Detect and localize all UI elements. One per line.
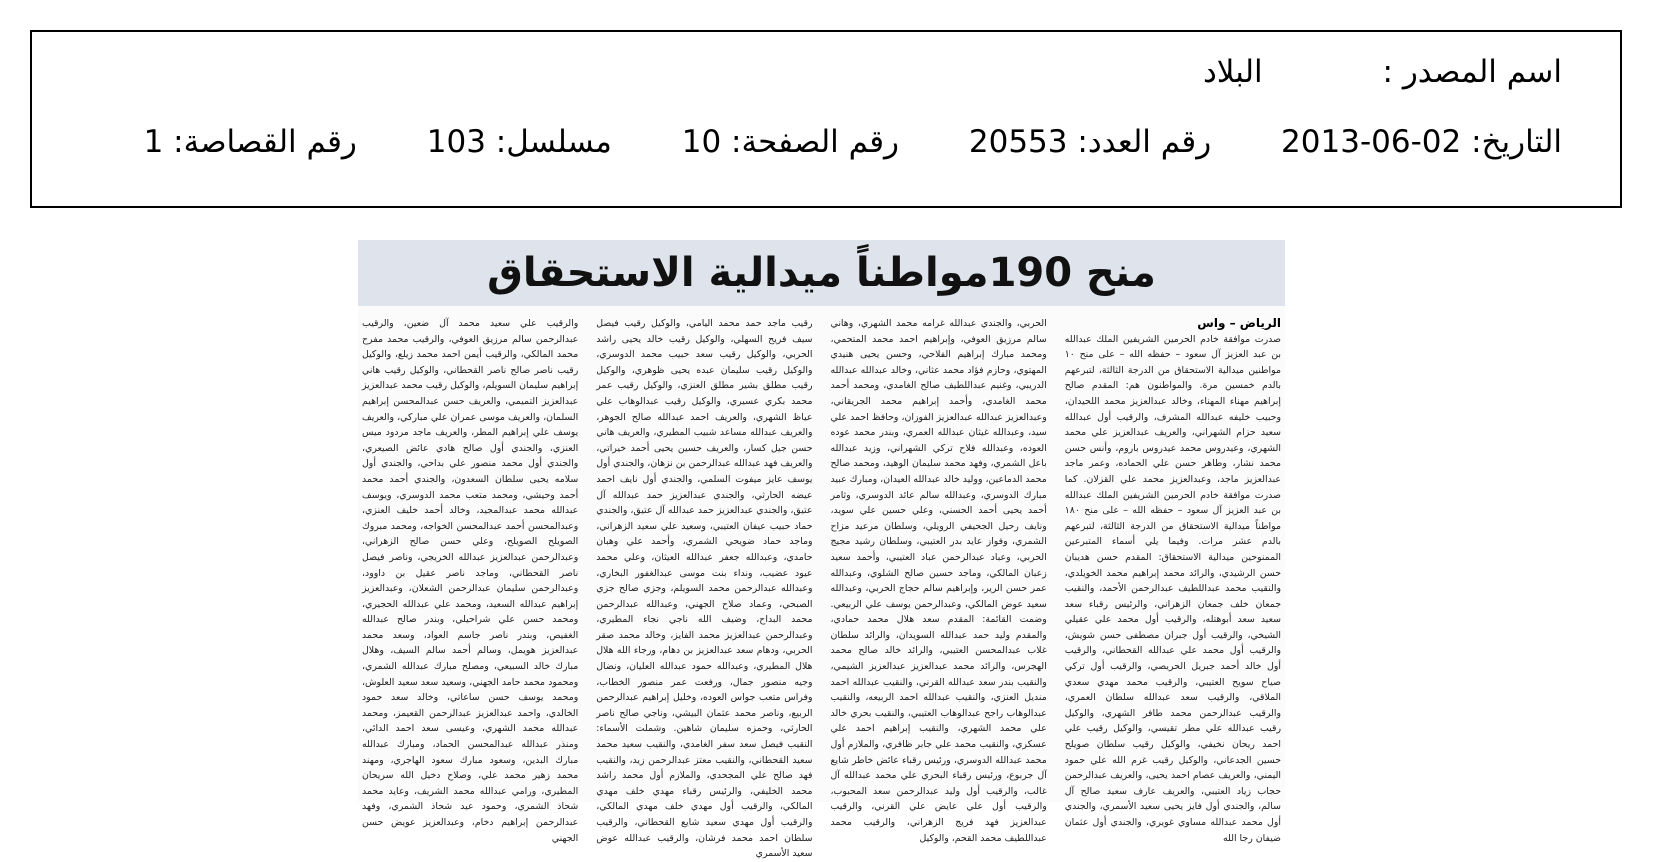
article-column-2 bbox=[830, 316, 1047, 844]
article-column-4 bbox=[362, 316, 579, 844]
newspaper-clipping bbox=[358, 240, 1285, 860]
source-info-box bbox=[30, 30, 1622, 208]
column-text: والرقيب علي سعيد محمد آل ضعين، والرقيب عبدالرحمن سالم مرزيق العوفي، والرقيب محمد مفرح محمد المالكي، والرقيب أيمن احمد محمد زيلع، والوكيل رقيب ناصر صالح ناصر القحطاني، والوكيل رقيب هاني إبراهيم سليمان السويلم، والوكيل رقيب محمد عبدالعزيز عبدالعزيز التميمي، والعريف حسن عبدالمحسن إبراهيم السلمان، والعريف موسى عمران علي مباركي، والعريف يوسف علي إبراهيم المطر، والعريف ماجد مردود ميس العنزي، والجندي أول صالح هادي عائض الصيعري، والجندي أول محمد منصور علي بداحي، والجندي أول سلامه يحيى سلطان السعدون، والجندي أحمد محمد أحمد وحيشي، ومحمد متعب محمد الدوسري، ويوسف عبدالله محمد عبدالمجيد، وخالد أحمد خليف العنزي، وعبدالمحسن أحمد عبدالمحسن الخواجه، ومحمد مبروك الصويلح الصويلح، وعلي حسن صالح الزهراني، وعبدالرحمن عبدالعزيز عبدالله الخريجي، وناصر فيصل ناصر القحطاني، وماجد ناصر عقيل بن داوود، وعبدالرحمن سليمان عبدالرحمن الشعلان، وعبدالعزيز إبراهيم عبدالله السعيد، ومحمد علي عبدالله الحجيري، ومحمد حسن علي شراحيلي، وبندر صالح عبدالله الغفيص، وبندر ناصر جاسم العواد، وسعد محمد عبدالعزيز هويمل، وسالم أحمد سالم السيف، وهلال مبارك خالد السبيعي، ومصلح مبارك عبدالله الشمري، ومحمود محمد حامد الجهني، وسعيد سعد سعيد العلوش، ومحمد يوسف حسن ساعاتي، وخالد سعد حمود الخالدي، واحمد عبدالعزيز عبدالرحمن القعيمز، ومحمد عبدالله محمد الشهري، وعيسى سعد احمد الدائي، ومنذر عبدالله عبدالمحسن الحماد، ومبارك عبدالله مبارك البدين، وسعود مبارك سعود الهاجري، ومهند محمد زهير محمد علي، وصلاح دخيل الله سريحان المطيري، ورامي عبدالله محمد الشريف، وعايد محمد شحاذ الشمري، وحمود عيد شحاذ الشمري، وفهد عبدالرحمن إبراهيم دخام، وعبدالعزيز عويض حسن الجهني bbox=[362, 318, 579, 844]
serial-field: مسلسل: 103 bbox=[426, 124, 612, 160]
details-row bbox=[144, 124, 1562, 160]
date-field: التاريخ: 02-06-2013 bbox=[1281, 124, 1562, 160]
column-text: الحربي، والجندي عبدالله غرامه محمد الشهري، وهاني سالم مرزيق العوفي، وإبراهيم احمد محمد المتحمي، ومحمد مبارك إبراهيم الفلاحي، وحسن يحيى هنيدي المهتوي، وحازم فؤاد محمد عثاني، وخالد عبدالله عبدالله الدريبي، وغنيم عبداللطيف صالح الغامدي، ومحمد أحمد محمد الغامدي، وأحمد إبراهيم محمد الجريقاني، وعبدالعزيز عبدالله عبدالعزيز الفوزان، وحافظ احمد علي سيد، وعبدالله غيثان عبدالله العمري، وبندر محمد عوده العوده، وعبدالله فلاح تركي الشهراني، وزيد عبدالله باعل الشمري، وفهد محمد سليمان الوهيد، ومحمد صالح محمد الدماعين، ووليد خالد عبدالله العيدان، ومبارك عبيد مبارك الدوسري، وعبدالله سالم عائد الدوسري، وثامر أحمد يحيى أحمد الحسني، وعلي حسين علي سويد، ونايف رحيل الجحيفي الرويلي، وسلطان مرعيد مزاح الشمري، وفواز عايد بدر العتيبي، وسلطان رشيد مجيج الحربي، وعباد عبدالرحمن عباد العتيبي، وأحمد سعيد زعبان المالكي، وماجد حسين صالح الشلوي، وعبدالله عمر حسن الرير، وإبراهيم سالم حجاج الحربي، وعبدالله سعيد عوض المالكي، وعبدالرحمن يوسف علي الربيعي. وضمت القائمة: المقدم سعد هلال محمد حمادي، والمقدم وليد حمد عبدالله السويدان، والرائد سلطان غلاب عبدالمحسن العتيبي، والرائد خالد صالح محمد الهجرس، والرائد محمد عبدالعزيز عبدالعزيز الشيمي، والنقيب بندر سعد عبدالله القرني، والنقيب عبدالله احمد منديل العنزي، والنقيب عبدالله احمد الربيعه، والنقيب عبدالوهاب راجح عبدالوهاب العتيبي، والنقيب بحري خالد علي محمد الشهري، والنقيب إبراهيم احمد علي عسكري، والنقيب محمد علي جابر ظافري، والملازم أول محمد عبدالله الدوسري، ورئيس رقباء عائض خاطر شايع آل جربوع، ورئيس رقباء البحري علي محمد عبدالله آل غالب، والرقيب أول وليد عبدالرحمن سعد المحبوب، والرقيب أول علي عايض علي القرني، والرقيب عبدالعزيز فهد فريج الزهراني، والرقيب محمد عبداللطيف محمد القحم، والوكيل bbox=[830, 318, 1047, 844]
clipping-number-field: رقم القصاصة: 1 bbox=[143, 124, 357, 160]
source-name: البلاد bbox=[1202, 54, 1263, 90]
column-text: صدرت موافقة خادم الحرمين الشريفين الملك عبدالله بن عبد العزيز آل سعود – حفظه الله – على منح ١٠ مواطنين ميدالية الاستحقاق من الدرجة الثالثة، لتبرعهم بالدم خمسين مرة. والمواطنون هم: المقدم صالح إبراهيم مهناء المهناء، وخالد عبدالعزيز محمد اللحيدان، وحبيب خليفه عبدالله المشرف، والرقيب أول عبدالله سعيد حزام الشهراني، والعريف عبدالعزيز علي محمد الشهري، وعيدروس محمد عيدروس باروم، وأنس حسن محمد نشار، وطاهر حسن علي الحماده، وعمر ماجد عبدالعزيز ماجد، وعبدالعزيز محمد علي القزلان. كما صدرت موافقة خادم الحرمين الشريفين الملك عبدالله بن عبد العزيز آل سعود – حفظه الله – على منح ١٨٠ مواطناً ميدالية الاستحقاق من الدرجة الثالثة، لتبرعهم بالدم عشر مرات. وفيما يلي أسماء المتبرعين الممنوحين ميدالية الاستحقاق: المقدم حسن هديبان حسن الرشيدي، والرائد محمد إبراهيم محمد الخويلدي، والنقيب محمد عبداللطيف عبدالرحمن الأحمد، والنقيب جمعان خلف جمعان الزهراني، والرئيس رقباء سعد سعيد سعد أبوهتله، والرقيب أول محمد علي عقيلي الشيخي، والرقيب أول جبران مصطفى حسن شويش، والرقيب أول محمد علي عبدالله القحطاني، والرقيب أول خالد أحمد جبريل الحريصي، والرقيب أول تركي صياح سويح العتيبي، والرقيب محمد مهدي سعدي الملاقي، والرقيب سعد عبدالله سلطان العمري، والرقيب عبدالرحمن محمد طافر الشهري، والوكيل رقيب عبدالله علي مطر تقيسي، والوكيل رقيب علي احمد ريحان نخيفي، والوكيل رقيب سلطان صويلح حسين الجدعاني، والوكيل رقيب غرم الله علي حمود اليمني، والعريف عصام احمد يحيى، والعريف عبدالرحمن حجاب زياد العتيبي، والعريف عارف سعيد صالح آل سالم، والجندي أول فايز يحيى سعيد الأسمري، والجندي أول محمد عبدالله مساوي غويري، والجندي أول عثمان ضيفان رجا الله bbox=[1064, 333, 1281, 844]
article-column-3 bbox=[596, 316, 813, 860]
article-dateline: الرياض – واس bbox=[1197, 316, 1281, 330]
article-headline: منح 190مواطناً ميدالية الاستحقاق bbox=[487, 250, 1156, 296]
article-body bbox=[358, 316, 1285, 860]
source-label: اسم المصدر : bbox=[1382, 54, 1562, 90]
article-column-1 bbox=[1064, 316, 1281, 844]
page-number-field: رقم الصفحة: 10 bbox=[681, 124, 900, 160]
source-row bbox=[1203, 54, 1562, 90]
headline-banner bbox=[358, 240, 1285, 306]
column-text: رقيب ماجد حمد محمد اليامي، والوكيل رقيب فيصل سيف فريح السهلي، والوكيل رقيب خالد يحيى راشد الحربي، والوكيل رقيب سعد حبيب محمد الدوسري، والوكيل رقيب سليمان عبده يحيى ظوهري، والوكيل رقيب مطلق بشير مطلق العنزي، والوكيل رقيب عمر محمد بكري عسيري، والوكيل رقيب عبدالوهاب علي عياظ الشهري، والعريف احمد عبدالله صالح الجوهر، والعريف عبدالله مساعد شبيب المطيري، والعريف هاني حسن جيل كسار، والعريف حسين يحيى أحمد خيراتي، والعريف فهد عبدالله عبدالرحمن بن نزهان، والجندي أول يوسف عايز ميفوت السلمي، والجندي أول نايف احمد عيضه الحارثي، والجندي عبدالعزيز حمد عبدالله آل عتيق، والجندي عبدالعزيز حمد عبدالله آل عتيق، والجندي حماد حبيب عيفان العتيبي، وسعيد علي سعيد الزهراني، وماجد حماد ضويحي الشمري، وأحمد علي وهبان حامدي، وعبدالله جعفر عبدالله العيثان، وعلي محمد عيود عضيب، ونداء بنت موسى عبدالغفور البخاري، وعبدالله عبدالرحمن محمد السويلم، وجزي صالح جزي الصبحي، وعماد صلاح الجهني، وعبدالله عبدالرحمن محمد البداح، وضيف الله ناجي نجاء المطيري، وعبدالرحمن عبدالعزيز محمد الفايز، وخالد محمد صقر الحربي، ودهام سعد عبدالعزيز بن دهام، ورجاء الله هلال هلال المطيري، وعبدالله حمود عبدالله العليان، ونضال وجيه منصور جمال، ورفعت عمر منصور الخطاب، وفراس متعب جواس العوده، وخليل إبراهيم عبدالرحمن الربيع، وناصر محمد عثمان البيشي، وناجي صالح ناصر الحارثي، وحمزه سليمان شاهين. وشملت الأسماء: النقيب فيصل سعد سفر الغامدي، والنقيب سعيد محمد سعيد القحطاني، والنقيب معتز عبدالرحمن زيد، والنقيب فهد صالح علي المجحدي، والملازم أول محمد راشد محمد الخليفي، والرئيس رقباء مهدي خلف مهدي المالكي، والرقيب أول مهدي خلف مهدي المالكي، والرقيب أول مهدي سعيد شايع القحطاني، والرقيب سلطان احمد محمد فرشان، والرقيب عبدالله عوض سعيد الأسمري bbox=[596, 318, 813, 860]
issue-number-field: رقم العدد: 20553 bbox=[968, 124, 1212, 160]
